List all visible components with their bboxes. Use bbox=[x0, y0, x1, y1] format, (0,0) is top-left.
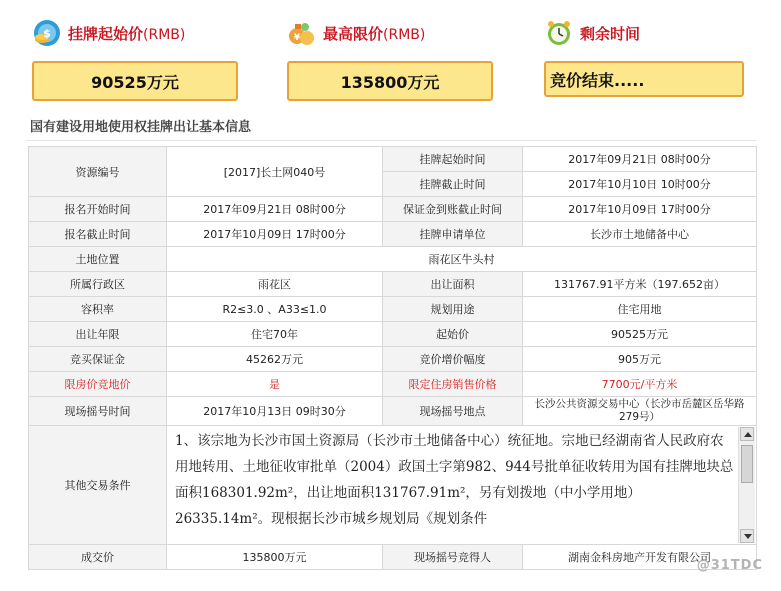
winner-value: 湖南金科房地产开发有限公司 bbox=[523, 545, 757, 570]
district-value: 雨花区 bbox=[167, 272, 383, 297]
start-price-value: 90525万元 bbox=[32, 61, 238, 101]
listing-end-label: 挂牌截止时间 bbox=[383, 172, 523, 197]
listing-start-label: 挂牌起始时间 bbox=[383, 147, 523, 172]
draw-time-value: 2017年10月13日 09时30分 bbox=[167, 397, 383, 426]
table-row bbox=[29, 197, 757, 222]
resource-no-value: [2017]长土网040号 bbox=[167, 147, 383, 197]
table-row bbox=[29, 426, 757, 545]
coin-stack-icon bbox=[32, 18, 62, 48]
location-label: 土地位置 bbox=[29, 247, 167, 272]
increment-label: 竞价增价幅度 bbox=[383, 347, 523, 372]
listing-end-value: 2017年10月10日 10时00分 bbox=[523, 172, 757, 197]
winner-label: 现场摇号竞得人 bbox=[383, 545, 523, 570]
cap-price-value: 7700元/平方米 bbox=[523, 372, 757, 397]
table-row bbox=[29, 272, 757, 297]
area-value: 131767.91平方米（197.652亩） bbox=[523, 272, 757, 297]
area-label: 出让面积 bbox=[383, 272, 523, 297]
use-value: 住宅用地 bbox=[523, 297, 757, 322]
start-price-label: 起始价 bbox=[383, 322, 523, 347]
reg-end-label: 报名截止时间 bbox=[29, 222, 167, 247]
draw-place-label: 现场摇号地点 bbox=[383, 397, 523, 426]
chevron-up-icon bbox=[744, 432, 752, 437]
far-value: R2≤3.0 、A33≤1.0 bbox=[167, 297, 383, 322]
cap-label: 限房价竞地价 bbox=[29, 372, 167, 397]
cap-value: 是 bbox=[167, 372, 383, 397]
other-conditions-text: 1、该宗地为长沙市国土资源局（长沙市土地储备中心）统征地。宗地已经湖南省人民政府农用地转用、土地征收审批单（2004）政国土字第982、944号批单征收转用为国有挂牌地块总面积168301.92m²，出让地面积131767.91m²，另有划拨地（中小学用地）26335.14m²。现根据长沙市城乡规划局《规划条件 bbox=[175, 433, 734, 527]
remaining-time-value: 竞价结束..... bbox=[544, 61, 744, 97]
scroll-down-button[interactable] bbox=[740, 529, 754, 543]
bid-deposit-value: 45262万元 bbox=[167, 347, 383, 372]
district-label: 所属行政区 bbox=[29, 272, 167, 297]
kpi-remaining-time bbox=[544, 16, 645, 90]
resource-no-label: 资源编号 bbox=[29, 147, 167, 197]
deposit-deadline-label: 保证金到账截止时间 bbox=[383, 197, 523, 222]
table-row bbox=[29, 247, 757, 272]
section-divider bbox=[26, 140, 756, 141]
alarm-clock-icon bbox=[544, 18, 574, 48]
deal-price-value: 135800万元 bbox=[167, 545, 383, 570]
other-conditions-label: 其他交易条件 bbox=[29, 426, 167, 545]
land-info-table bbox=[28, 146, 757, 570]
kpi-label: 剩余时间 bbox=[580, 24, 641, 43]
other-conditions-cell bbox=[167, 426, 757, 545]
kpi-label: 最高限价(RMB) bbox=[323, 24, 426, 43]
table-row bbox=[29, 545, 757, 570]
watermark: @31TDC bbox=[696, 558, 763, 573]
table-row bbox=[29, 347, 757, 372]
reg-start-label: 报名开始时间 bbox=[29, 197, 167, 222]
money-bags-icon bbox=[287, 18, 317, 48]
start-price-cell: 90525万元 bbox=[523, 322, 757, 347]
chevron-down-icon bbox=[744, 534, 752, 539]
section-title: 国有建设用地使用权挂牌出让基本信息 bbox=[30, 120, 252, 135]
max-price-value: 135800万元 bbox=[287, 61, 493, 101]
term-value: 住宅70年 bbox=[167, 322, 383, 347]
applicant-unit-label: 挂牌申请单位 bbox=[383, 222, 523, 247]
bid-deposit-label: 竞买保证金 bbox=[29, 347, 167, 372]
applicant-unit-value: 长沙市土地储备中心 bbox=[523, 222, 757, 247]
deposit-deadline-value: 2017年10月09日 17时00分 bbox=[523, 197, 757, 222]
table-row bbox=[29, 372, 757, 397]
table-row bbox=[29, 222, 757, 247]
location-value: 雨花区牛头村 bbox=[167, 247, 757, 272]
deal-price-label: 成交价 bbox=[29, 545, 167, 570]
table-row bbox=[29, 297, 757, 322]
scroll-thumb[interactable] bbox=[741, 445, 753, 483]
draw-time-label: 现场摇号时间 bbox=[29, 397, 167, 426]
price-summary-bar bbox=[0, 0, 781, 110]
reg-start-value: 2017年09月21日 08时00分 bbox=[167, 197, 383, 222]
table-row bbox=[29, 397, 757, 426]
far-label: 容积率 bbox=[29, 297, 167, 322]
table-row bbox=[29, 322, 757, 347]
kpi-label: 挂牌起始价(RMB) bbox=[68, 24, 186, 43]
cap-price-label: 限定住房销售价格 bbox=[383, 372, 523, 397]
use-label: 规划用途 bbox=[383, 297, 523, 322]
scroll-up-button[interactable] bbox=[740, 427, 754, 441]
increment-value: 905万元 bbox=[523, 347, 757, 372]
reg-end-value: 2017年10月09日 17时00分 bbox=[167, 222, 383, 247]
svg-text:¥: ¥ bbox=[293, 33, 301, 43]
table-row bbox=[29, 147, 757, 172]
listing-start-value: 2017年09月21日 08时00分 bbox=[523, 147, 757, 172]
conditions-scrollbar[interactable] bbox=[738, 427, 755, 543]
kpi-start-price bbox=[32, 16, 186, 92]
svg-text:$: $ bbox=[43, 27, 51, 40]
term-label: 出让年限 bbox=[29, 322, 167, 347]
kpi-max-price bbox=[287, 16, 440, 92]
draw-place-value: 长沙公共资源交易中心（长沙市岳麓区岳华路279号） bbox=[523, 397, 757, 426]
